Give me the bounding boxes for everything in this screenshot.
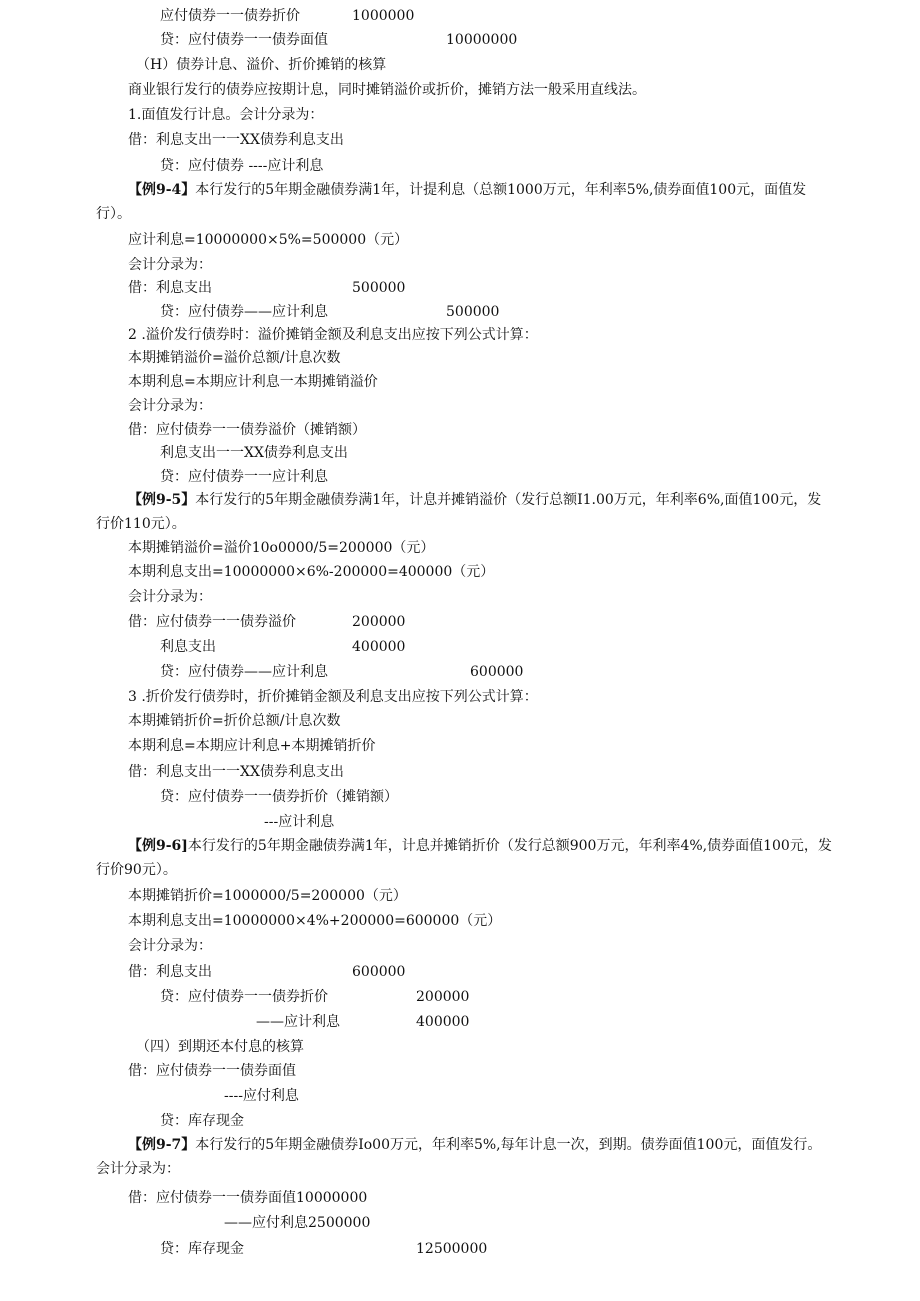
formula-line: 本期利息=本期应计利息一本期摊销溢价 <box>128 374 378 390</box>
example-tag: 【例9-7】 <box>128 1137 196 1153</box>
example-tag: 【例9-6] <box>128 838 188 854</box>
text-line: 会计分录为： <box>128 257 212 273</box>
text-line: 1.面值发行计息。会计分录为： <box>128 107 324 123</box>
entry-account: 借：利息支出 <box>128 964 212 980</box>
entry-amount: 10000000 <box>446 32 518 48</box>
example-paragraph <box>96 488 832 536</box>
formula-line: 本期摊销折价=折价总额/计息次数 <box>128 713 341 729</box>
entry-line: 借：应付债券一一债券面值10000000 <box>128 1190 368 1206</box>
example-text: 本行发行的5年期金融债券满1年，计提利息（总额1000万元，年利率5%,债券面值100元，面值发行）。 <box>96 182 807 222</box>
entry-line: 借：应付债券一一债券面值 <box>128 1063 296 1079</box>
entry-line: 借：利息支出一一XX债券利息支出 <box>128 132 344 148</box>
entry-account: 贷：应付债券——应计利息 <box>160 664 328 680</box>
text-line: 会计分录为： <box>128 398 212 414</box>
example-tag: 【例9-4】 <box>128 182 196 198</box>
entry-line: 贷：应付债券一一应计利息 <box>160 469 328 485</box>
entry-account: 应付债券一一债券折价 <box>160 8 300 24</box>
text-line: 会计分录为： <box>128 938 212 954</box>
example-paragraph <box>96 1133 832 1181</box>
entry-account: ——应计利息 <box>256 1014 340 1030</box>
formula-line: 本期利息=本期应计利息+本期摊销折价 <box>128 738 376 754</box>
entry-line: 贷：应付债券一一债券折价（摊销额） <box>160 789 398 805</box>
entry-line: 利息支出一一XX债券利息支出 <box>160 445 348 461</box>
entry-amount: 500000 <box>446 304 500 320</box>
entry-account: 贷：应付债券——应计利息 <box>160 304 328 320</box>
entry-amount: 400000 <box>416 1014 470 1030</box>
formula-line: 本期摊销溢价=溢价总额/计息次数 <box>128 350 341 366</box>
entry-line: 贷：应付债券 ----应计利息 <box>160 158 324 174</box>
example-paragraph <box>96 178 832 226</box>
entry-line: 贷：库存现金 <box>160 1113 244 1129</box>
entry-amount: 200000 <box>416 989 470 1005</box>
example-text: 本行发行的5年期金融债券Io00万元，年利率5%,每年计息一次，到期。债券面值100元，面值发行。会计分录为： <box>96 1137 822 1177</box>
entry-amount: 500000 <box>352 280 406 296</box>
entry-amount: 400000 <box>352 639 406 655</box>
entry-line: ----应付利息 <box>224 1088 299 1104</box>
text-line: 商业银行发行的债券应按期计息，同时摊销溢价或折价，摊销方法一般采用直线法。 <box>128 82 646 98</box>
example-text: 本行发行的5年期金融债券满1年，计息并摊销折价（发行总额900万元，年利率4%,债券面值100元，发行价90元）。 <box>96 838 832 878</box>
entry-account: 利息支出 <box>160 639 216 655</box>
formula-line: 本期利息支出=10000000×4%+200000=600000（元） <box>128 913 502 929</box>
formula-line: 本期摊销折价=1000000/5=200000（元） <box>128 888 407 904</box>
entry-line: ——应付利息2500000 <box>224 1215 371 1231</box>
text-line: 2 .溢价发行债券时：溢价摊销金额及利息支出应按下列公式计算： <box>128 327 538 343</box>
entry-amount: 1000000 <box>352 8 415 24</box>
entry-account: 贷：库存现金 <box>160 1241 244 1257</box>
entry-amount: 12500000 <box>416 1241 488 1257</box>
formula-line: 本期利息支出=10000000×6%-200000=400000（元） <box>128 564 495 580</box>
example-paragraph <box>96 834 832 882</box>
entry-amount: 600000 <box>352 964 406 980</box>
entry-account: 借：利息支出 <box>128 280 212 296</box>
formula-line: 本期摊销溢价=溢价10o0000/5=200000（元） <box>128 540 435 556</box>
entry-account: 借：应付债券一一债券溢价 <box>128 614 296 630</box>
entry-account: 贷：应付债券一一债券折价 <box>160 989 328 1005</box>
section-heading: （四）到期还本付息的核算 <box>136 1039 304 1055</box>
entry-account: 贷：应付债券一一债券面值 <box>160 32 328 48</box>
entry-amount: 200000 <box>352 614 406 630</box>
entry-amount: 600000 <box>470 664 524 680</box>
example-tag: 【例9-5】 <box>128 492 196 508</box>
text-line: 会计分录为： <box>128 589 212 605</box>
entry-line: 借：利息支出一一XX债券利息支出 <box>128 764 344 780</box>
text-line: 3 .折价发行债券时，折价摊销金额及利息支出应按下列公式计算： <box>128 689 538 705</box>
entry-line: 借：应付债券一一债券溢价（摊销额） <box>128 422 366 438</box>
example-text: 本行发行的5年期金融债券满1年，计息并摊销溢价（发行总额I1.00万元，年利率6%,面值100元，发行价110元）。 <box>96 492 822 532</box>
section-heading: （H）债券计息、溢价、折价摊销的核算 <box>136 57 387 73</box>
text-line: 应计利息=10000000×5%=500000（元） <box>128 232 409 248</box>
entry-line: ---应计利息 <box>264 814 335 830</box>
